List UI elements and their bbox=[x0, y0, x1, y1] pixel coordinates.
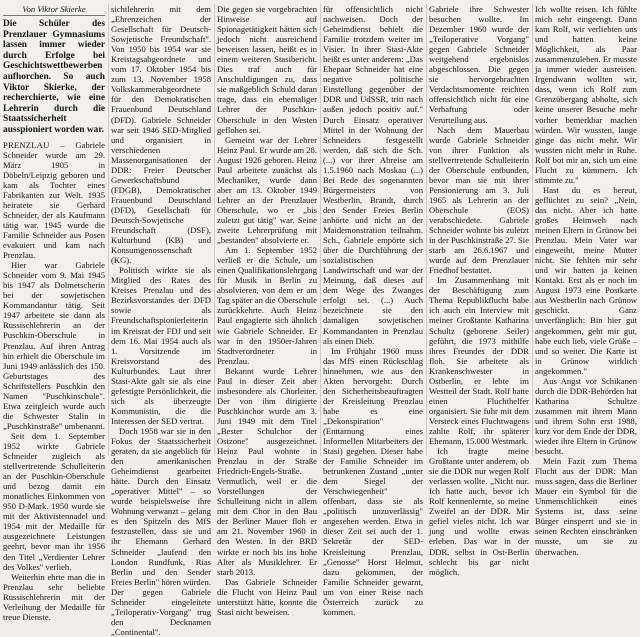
article-column-1 bbox=[3, 4, 105, 622]
paragraph: Im Zusammenhang mit der Beschäftigung zum Thema Republikflucht habe ich auch ein Interview mit meiner Großtante Katharina Schultz (geborene Seiler) geführt, die 1973 mithilfe ihres Freundes der DDR floh. Sie arbeitete als Krankenschwester in Ostberlin, er lebte im Westteil der Stadt. Rolf hatte einen Fluchthelfer organisiert. Sie fuhr mit dem Versteck eines Fluchtwagens zahlte Rolf, ihr späterer Ehemann, 15.000 Westmark. bbox=[429, 275, 529, 447]
article-column-2 bbox=[111, 4, 211, 637]
article-column-3 bbox=[217, 4, 317, 617]
paragraph: Am 1. September 1952 verließ er die Schule, um einen Qualifikationslehrgang für Musik in Berlin zu absolvieren, von dem er am Tag später an die Oberschule zurückkehrte. Auch Heinz Paul engagierte sich ähnlich wie Gabriele Schneider. Er war in den 1950er-Jahren Stadtverordneter in Prenzlau. bbox=[217, 245, 317, 366]
paragraph: Ich wollte reisen. Ich fühlte mich sehr eingeengt. Dann kam Rolf, wir verliebten uns und hatten keine Möglichkeit, als Paar zusammenzuleben. Er musste ja immer wieder ausreisen. Irgendwann wollten wir, dass, wenn ich Rolf zum Grenzübergang abholte, sich keine unserer Besuche mehr vorher bemerkbar machen würden. Wir wussten, lange ginge das nicht mehr. Wir wussten nicht mehr in Ruhe. Rolf bot mir an, sich um eine Flucht zu kümmern. Ich stimmte zu." bbox=[535, 4, 637, 185]
column-divider bbox=[426, 4, 427, 456]
paragraph: Aus Angst vor Schikanen durch die DDR-Behörden hat Katharina Schultze zusammen mit ihrem Mann und ihrem Sohn erst 1988, kurz vor dem Ende der DDR, wieder ihre Eltern in Grünow besucht. bbox=[535, 375, 637, 457]
byline: Von Viktor Skierke bbox=[3, 4, 105, 16]
column-divider bbox=[320, 4, 321, 456]
paragraph: Politisch wirkte sie als Mitglied des Rates des Kreises Prenzlau und des Bezirksvorstandes der DFD sowie als Freundschaftspionierleiterin im Kreisrat der FDJ und seit dem 16. Mai 1954 auch als 1. Vorsitzende im Kreisvorstand des Kulturbundes. Laut ihrer Stasi-Akte galt sie als eine gefestigte Persönlichkeit, die sich als überzeugte Kommunistin, die die Interessen der SED vertrat. bbox=[111, 265, 211, 426]
paragraph-text: Gabriele Schneider wurde am 29. März 1905 in Döbeln/Leipzig geboren und kam als Tochter eines Fabrikanten zur Welt. 1935 heiratete sie Gerhard Schneider, der als Kaufmann tätig war. 1945 wurde die Familie Schneider aus Posen evakuiert und kam nach Prenzlau. bbox=[3, 139, 105, 261]
column-1-text bbox=[3, 140, 105, 622]
paragraph: Das Gabriele Schneider die Flucht von Heinz Paul unterstützt hätte, konnte die Stasi nicht beweisen. bbox=[217, 576, 317, 617]
paragraph: Im Frühjahr 1960 muss das MfS einen Rückschlag hinnehmen, wie aus den Akten hervorgeht: Durch den Sicherheitsbeauftragten der Kreisleitung Prenzlau habe es eine „Dekonspiration" (Enttarnung eines Informellen Mitarbeiters der Stasi) gegeben. Dieser habe der Familie Schneider im betrunkenen Zustand „unter dem Siegel der Verschwiegenheit" offenbart, dass sie als „politisch unzuverlässig" angesehen werden. Etwa in dieser Zeit sei auch der 1. Sekretär der SED-Kreisleitung Prenzlau, „Genosse" Horst Helmut, dazu gekommen, der Familie Schneider gewarnt, um von einer Reise nach Österreich zurück zu kommen. bbox=[323, 345, 423, 617]
column-divider bbox=[532, 4, 533, 456]
paragraph: Nach dem Mauerbau wurde Gabriele Schneider von ihrer Funktion als stellvertretende Schulleiterin der Oberschule entbunden, bevor man sie mit ihrer Pensionierung am 3. Juli 1965 als Lehrerin an der Oberschule (EOS) verabschiedete. Gabriele Schneider wohnte bis zuletzt in der Puschkinstraße 27. Sie starb am 26.6.1967 und wurde auf dem Prenzlauer Friedhof bestattet. bbox=[429, 124, 530, 276]
paragraph bbox=[3, 140, 105, 261]
column-divider bbox=[108, 4, 109, 456]
paragraph: Gemeint war der Lehrer Heinz Paul. Er wurde am 28. August 1926 geboren. Heinz Paul arbeitete zunächst als Mechaniker, wurde dann aber am 13. Oktober 1949 Lehrer an der Prenzlauer Oberschule, wo er „bis zuletzt gut tätig" war. Seine zweite Lehrerprüfung mit „bestanden" absolvierte er. bbox=[217, 134, 317, 246]
article-column-5 bbox=[429, 4, 530, 577]
paragraph: Hast du es bereut, geflüchtet zu sein? „Nein, das nicht. Aber ich hatte großes Heimweh nach meinen Eltern in Grünow bei Prenzlau. Mein Vater war eingeweiht, meine Mutter nicht. Sie fehlten mir sehr und wir hatten ja keinen Kontakt. Erst als er noch im August 1973 eine Postkarte aus Westberlin nach Grünow geschickt. Ganz unverfänglich: Bin hier gut angekommen, geht mir gut, habe euch lieb, viele Grüße – und so weiter. Die Karte ist in Grünow wirklich angekommen." bbox=[535, 184, 637, 376]
paragraph: Weiterhin ehrte man die in Prenzlau sehr beliebte Russischlehrerin mit der Verleihung der Medaille für treue Dienste. bbox=[3, 571, 105, 622]
paragraph: für offensichtlich nicht nachweisen. Doch der Geheimdienst behielt die Familie trotzdem weiter im Visier. In ihrer Stasi-Akte heißt es unter anderem: „Das Ehepaar Schneider hat eine negative politische Einstellung gegenüber der DDR und UdSSR, tritt nach außen jedoch positiv auf." Durch Einsatz operativer Mittel in der Wohnung der Schneiders festgestellt werden, daß sich die Sch. (...) vor ihrer Abreise am 1.5.1960 nach Moskau (...) Bei Rede des sogenannten Bürgermeisters von Westberlin, Brandt, durch den Sender Freies Berlin anhörte und nicht an der Maidemonstration teilnahm. Sch., Gabriele empörte sich über die Durchführung der sozialistischen Landwirtschaft und war der Meinung, daß dieses auf dem Wege des Zwanges erfolgt sei. (...) Auch bezeichnete sie den damaligen sowjetischen Kommandanten in Prenzlau als einen Dieb. bbox=[323, 4, 423, 346]
paragraph: Hier war Gabriele Schneider vom 9. Mai 1945 bis 1947 als Dolmetscherin bei der sowjetischen Kommandantur tätig. Seit 1947 arbeitete sie dann als Russischlehrerin an der Puschkin-Oberschule in Prenzlau. Auf ihren Antrag hin erhielt die Oberschule im Juni 1949 anlässlich des 150. Geburtstages des Schriftstellers Puschkin den Namen "Puschkinschule". Etwa zeitgleich wurde auch die Schwester Stalin in „Puschkinstraße" umbenannt. bbox=[3, 260, 105, 431]
paragraph: Die gegen sie vorgebrachten Hinweise auf Spionagetätigkeit hätten sich jedoch nicht ausreichend beweisen lassen, heißt es in einem weiteren Stasibericht. Dies traf auch für Anschuldigungen zu, dass sie maßgeblich Schuld daran trage, dass ein ehemaliger Lehrer der Puschkin-Oberschule in den Westen geflohen sei. bbox=[217, 4, 317, 135]
article-column-6 bbox=[535, 4, 637, 557]
paragraph: sichtlehrerin mit dem „Ehrenzeichen der Gesellschaft für Deutsch-Sowjetische Freundschaft". Von 1950 bis 1954 war sie Kreistagsabgeordnete und vom 17. Oktober 1954 bis zum 13. November 1958 Volkskammerabgeordnete für den Demokratischen Frauenbund Deutschland (DFD). Gabriele Schneider war seit 1946 SED-Mitglied und organisiert in verschiedenen Massenorganisationen der DDR: Freier Deutscher Gewerkschaftsbund (FDGB), Demokratischer Frauenbund Deutschland (DFD), Gesellschaft für Deutsch-Sowjetische Freundschaft (DSF), Kulturbund (KB) und Konsumgenossenschaft (KG). bbox=[111, 4, 211, 266]
column-divider bbox=[214, 4, 215, 456]
paragraph: Ich fragte meine Großtante unter anderem, ob sie die DDR nur wegen Rolf verlassen wollte. „Nicht nur. Ich hatte auch, bevor ich Rolf kennenlernte, so meine Zweifel an der DDR. Mir gefiel vieles nicht. Ich war jung und wollte etwas erleben. Das war in der DDR, selbst in Ost-Berlin schlecht bis gar nicht möglich. bbox=[429, 446, 529, 577]
paragraph: Bekannt wurde Lehrer Paul in dieser Zeit aber insbesondere als Chorleiter. Der von ihm dirigierte Puschkinchor wurde am 3. Juni 1949 mit dem Titel „Bester Schulchor der Ostzone" ausgezeichnet. Heinz Paul wohnte in Prenzlau in der Straße Friedrich-Engels-Straße. Vermutlich, weil er die Vorstellungen der Schulleitung nicht in allem mit dem Chor in den Bau der Berliner Mauer floh er am 21. November 1960 in den Westen. In der BRD wirkte er noch bis ins hohe Alter als Musiklehrer. Er starb 2013. bbox=[217, 365, 317, 577]
dateline: PRENZLAU – bbox=[3, 139, 65, 150]
article-intro: Die Schüler des Prenzlauer Gymnasiums lassen immer wieder durch Erfolge bei Geschichtswettbewerben aufhorchen. So auch Viktor Skierke, der recherchierte, wie eine Lehrerin durch die Staatssicherheit ausspioniert worden war. bbox=[3, 19, 105, 135]
paragraph: Doch 1958 war sie in den Fokus der Staatssicherheit geraten, da sie angeblich für den amerikanischen Geheimdienst gearbeitet hätte. Durch den Einsatz „operativer Mittel" – so wurde beispielsweise ihre Wohnung verwanzt – gelang es den Spitzeln des MfS festzustellen, dass sie und ihr Ehemann Gerhard Schneider „laufend den London Rundfunk, Rias Berlin und den Sender Freies Berlin" hören würden. Der gegen Gabriele Schneider eingeleitete „Teiloperativ-Vorgang" trug den Decknamen „Continental". bbox=[111, 425, 211, 637]
paragraph: Gabriele ihre Schwester besuchen wollte. Im Dezember 1960 wurde der „Teiloperative Vorgang" gegen Gabriele Schneider weitgehend ergebnislos abgeschlossen. Die gegen sie hervorgebrachten Verdachtsmomente reichten offensichtlich nicht für eine Verhaftung oder Verurteilung aus. bbox=[429, 4, 529, 125]
paragraph: Mein Fazit zum Thema Flucht aus der DDR: Man muss sagen, dass die Berliner Mauer ein Symbol für die Unmenschlichkeit eines Systems ist, dass seine Bürger einsperrt und sie in seinen Rechten einschränken musste, um sie zu überwachen. bbox=[535, 456, 637, 557]
paragraph: Seit dem 1. September 1952 wirkte Gabriele Schneider zugleich als stellvertretende Schulleiterin an der Puschkin-Oberschule und bezog damit ein monatliches Einkommen von 950 D-Mark. 1950 wurde sie mit der Aktivistennadel und 1954 mit der Medaille für ausgezeichnete Leistungen geehrt, bevor man ihr 1956 den Titel „Verdienter Lehrer des Volkes" verlieh. bbox=[3, 430, 105, 572]
article-column-4 bbox=[323, 4, 423, 617]
